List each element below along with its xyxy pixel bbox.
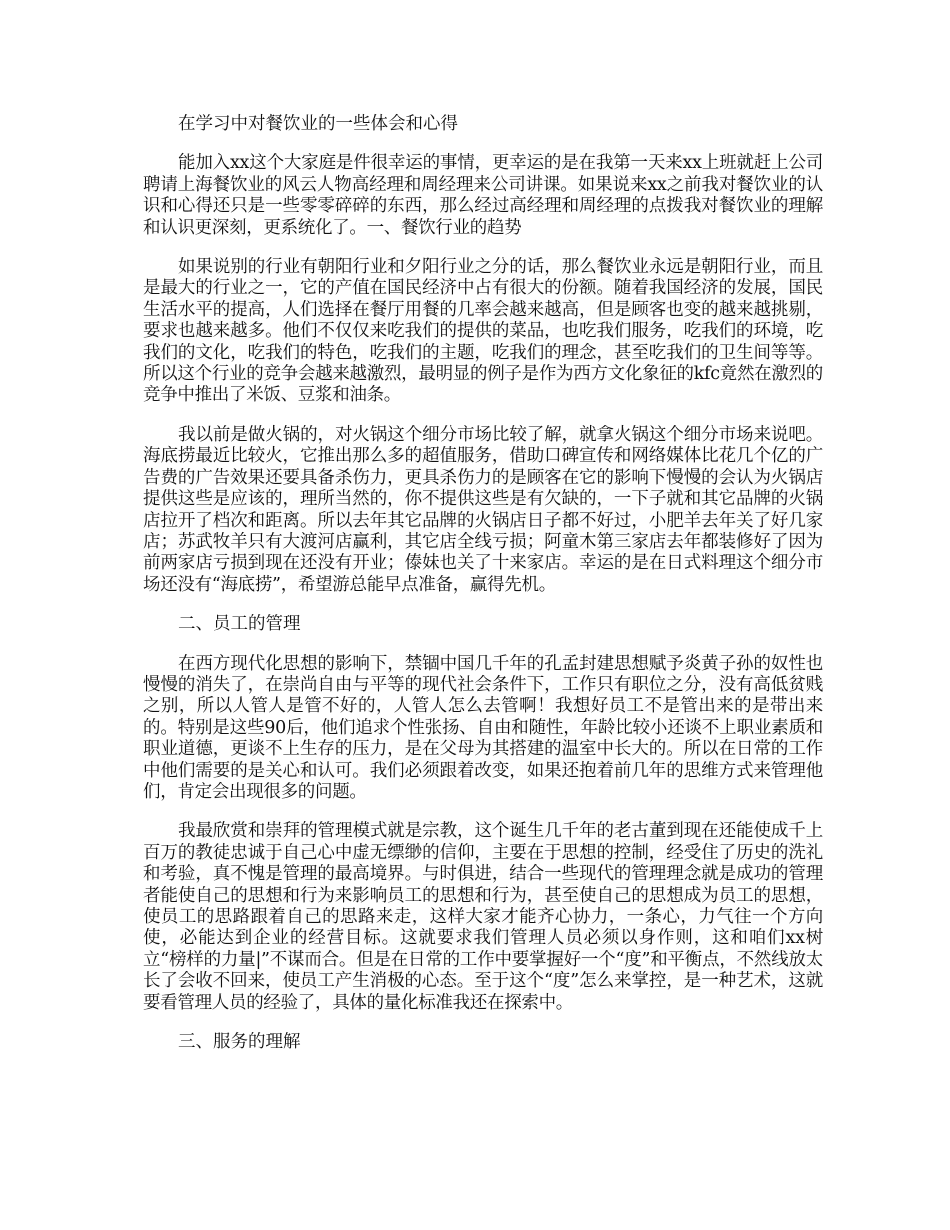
paragraph-hotpot-market: 我以前是做火锅的，对火锅这个细分市场比较了解，就拿火锅这个细分市场来说吧。海底捞最近比较火，它推出那么多的超值服务，借助口碑宣传和网络媒体比花几个亿的广告费的广告效果还要具备杀伤力，更具杀伤力的是顾客在它的影响下慢慢的会认为火锅店提供这些是应该的，理所当然的，你不提供这些是有欠缺的，一下子就和其它品牌的火锅店拉开了档次和距离。所以去年其它品牌的火锅店日子都不好过，小肥羊去年关了好几家店；苏武牧羊只有大渡河店赢利，其它店全线亏损；阿童木第三家店去年都装修好了因为前两家店亏损到现在还没有开业；傣妹也关了十来家店。幸运的是在日式料理这个细分市场还没有“海底捞”，希望游总能早点准备，赢得先机。 — [143, 424, 823, 595]
section-heading-staff-management: 二、员工的管理 — [178, 614, 301, 635]
document-title: 在学习中对餐饮业的一些体会和心得 — [178, 114, 458, 134]
document-page — [143, 114, 823, 1071]
section-heading-service: 三、服务的理解 — [178, 1032, 301, 1053]
paragraph-intro: 能加入xx这个大家庭是件很幸运的事情，更幸运的是在我第一天来xx上班就赶上公司聘请上海餐饮业的风云人物高经理和周经理来公司讲课。如果说来xx之前我对餐饮业的认识和心得还只是一些零零碎碎的东西，那么经过高经理和周经理的点拨我对餐饮业的理解和认识更深刻，更系统化了。一、餐饮行业的趋势 — [143, 153, 823, 238]
paragraph-industry-trend: 如果说别的行业有朝阳行业和夕阳行业之分的话，那么餐饮业永远是朝阳行业，而且是最大的行业之一，它的产值在国民经济中占有很大的份额。随着我国经济的发展，国民生活水平的提高，人们选择在餐厅用餐的几率会越来越高，但是顾客也变的越来越挑剔，要求也越来越多。他们不仅仅来吃我们的提供的菜品，也吃我们服务，吃我们的环境，吃我们的文化，吃我们的特色，吃我们的主题，吃我们的理念，甚至吃我们的卫生间等等。所以这个行业的竞争会越来越激烈，最明显的例子是作为西方文化象征的kfc竟然在激烈的竞争中推出了米饭、豆浆和油条。 — [143, 257, 823, 406]
paragraph-management-model: 我最欣赏和崇拜的管理模式就是宗教，这个诞生几千年的老古董到现在还能使成千上百万的教徒忠诚于自己心中虚无缥缈的信仰，主要在于思想的控制，经受住了历史的洗礼和考验，真不愧是管理的最高境界。与时俱进，结合一些现代的管理理念就是成功的管理者能使自己的思想和行为来影响员工的思想和行为，甚至使自己的思想成为员工的思想，使员工的思路跟着自己的思路来走，这样大家才能齐心协力，一条心，力气往一个方向使，必能达到企业的经营目标。这就要求我们管理人员必须以身作则，这和咱们xx树立“榜样的力量|”不谋而合。但是在日常的工作中要掌握好一个“度”和平衡点，不然线放太长了会收不回来，使员工产生消极的心态。至于这个“度”怎么来掌控，是一种艺术，这就要看管理人员的经验了，具体的量化标准我还在探索中。 — [143, 821, 824, 1013]
paragraph-staff-management: 在西方现代化思想的影响下，禁锢中国几千年的孔孟封建思想赋予炎黄子孙的奴性也慢慢的消失了，在崇尚自由与平等的现代社会条件下，工作只有职位之分，没有高低贫贱之别，所以人管人是管不好的，人管人怎么去管啊！我想好员工不是管出来的是带出来的。特别是这些90后，他们追求个性张扬、自由和随性，年龄比较小还谈不上职业素质和职业道德，更谈不上生存的压力，是在父母为其搭建的温室中长大的。所以在日常的工作中他们需要的是关心和认可。我们必须跟着改变，如果还抱着前几年的思维方式来管理他们，肯定会出现很多的问题。 — [143, 653, 824, 802]
